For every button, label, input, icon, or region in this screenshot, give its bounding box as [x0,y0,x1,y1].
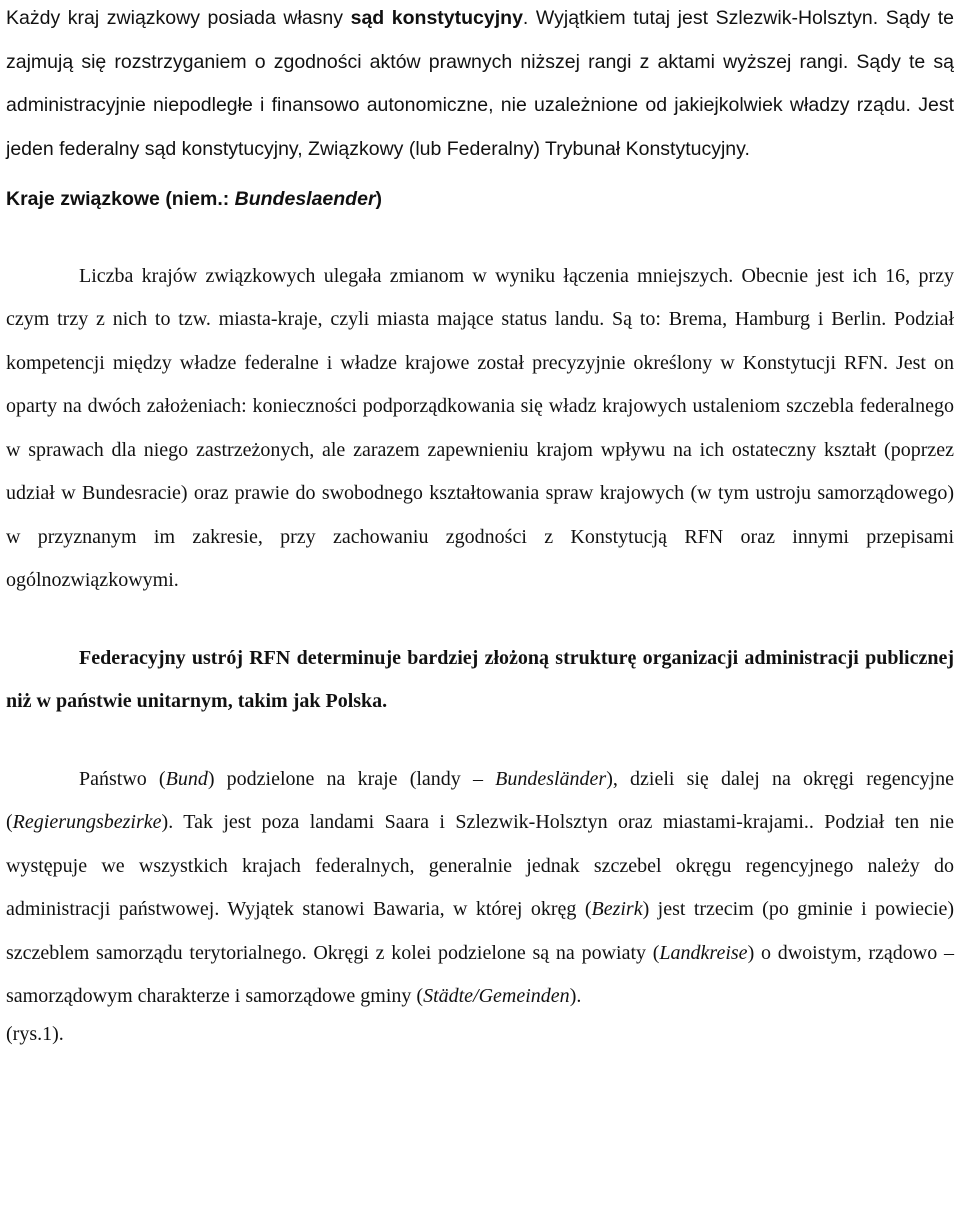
paragraph-administrative-division [6,758,954,1019]
heading-text: Kraje związkowe (niem.: [6,188,235,210]
heading-text-end: ) [375,188,383,210]
text-run: (rys.1). [6,1022,64,1045]
text-run: ). Tak jest poza landami Saara i Szlezwik-Holsztyn oraz miastami-krajami.. Podział ten nie występuje we wszystkich krajach federalnych, generalnie jednak szczebel okręgu regencyjnego należy do administracji państwowej. Wyjątek stanowi Bawaria, w której okręg ( [6,811,954,920]
text-run: . Wyjątkiem tutaj jest Szlezwik-Holsztyn. Sądy te zajmują się rozstrzyganiem o zgodności aktów prawnych niższej rangi z aktami wyższej rangi. Sądy te są administracyjnie niepodległe i finansowo autonomiczne, nie uzależnione od jakiejkolwiek władzy rządu. Jest jeden federalny sąd konstytucyjny, Związkowy (lub Federalny) Trybunał Konstytucyjny. [6,7,954,160]
italic-term-bezirk: Bezirk [591,898,643,920]
italic-term-landkreise: Landkreise [659,941,748,964]
text-run: Państwo ( [79,767,166,790]
bold-term-constitutional-court: sąd konstytucyjny [350,7,523,29]
paragraph-constitutional-courts [6,0,954,171]
paragraph-number-of-states [6,255,954,603]
text-run: ), dzieli się dalej na okręgi regencyjne ( [6,767,954,833]
paragraph-figure-reference [6,1013,954,1057]
paragraph-federal-structure [6,637,954,724]
section-heading-federal-states [6,178,954,222]
heading-italic-term: Bundeslaender [234,188,376,210]
text-run: Liczba krajów związkowych ulegała zmianom w wyniku łączenia mniejszych. Obecnie jest ich 16, przy czym trzy z nich to tzw. miasta-kraje, czyli miasta mające status landu. Są to: Brema, Hamburg i Berlin. Podział kompetencji między władze federalne i władze krajowe został precyzyjnie określony w Konstytucji RFN. Jest on oparty na dwóch założeniach: konieczności podporządkowania się władz krajowych ustaleniom szczebla federalnego w sprawach dla niego zastrzeżonych, ale zarazem zapewnieniu krajom wpływu na ich ostateczny kształt (poprzez udział w Bundesracie) oraz prawie do swobodnego kształtowania spraw krajowych (w tym ustroju samorządowego) w przyznanym im zakresie, przy zachowaniu zgodności z Konstytucją RFN oraz innymi przepisami ogólnozwiązkowymi. [6,264,954,591]
text-run: ) podzielone na kraje (landy – [207,767,496,790]
text-run: Federacyjny ustrój RFN determinuje bardziej złożoną strukturę organizacji administracji publicznej niż w państwie unitarnym, takim jak Polska. [6,646,954,712]
italic-term-stadte-gemeinden: Städte/Gemeinden [423,985,570,1007]
text-run: Każdy kraj związkowy posiada własny [6,7,351,29]
italic-term-bund: Bund [165,767,208,790]
text-run: ) jest trzecim (po gminie i powiecie) szczeblem samorządu terytorialnego. Okręgi z kolei podzielone są na powiaty ( [6,898,954,964]
italic-term-bundeslander: Bundesländer [495,767,607,790]
italic-term-regierungsbezirke: Regierungsbezirke [12,811,162,833]
text-run: ). [569,985,582,1007]
text-run: ) o dwoistym, rządowo – samorządowym charakterze i samorządowe gminy ( [6,941,954,1007]
